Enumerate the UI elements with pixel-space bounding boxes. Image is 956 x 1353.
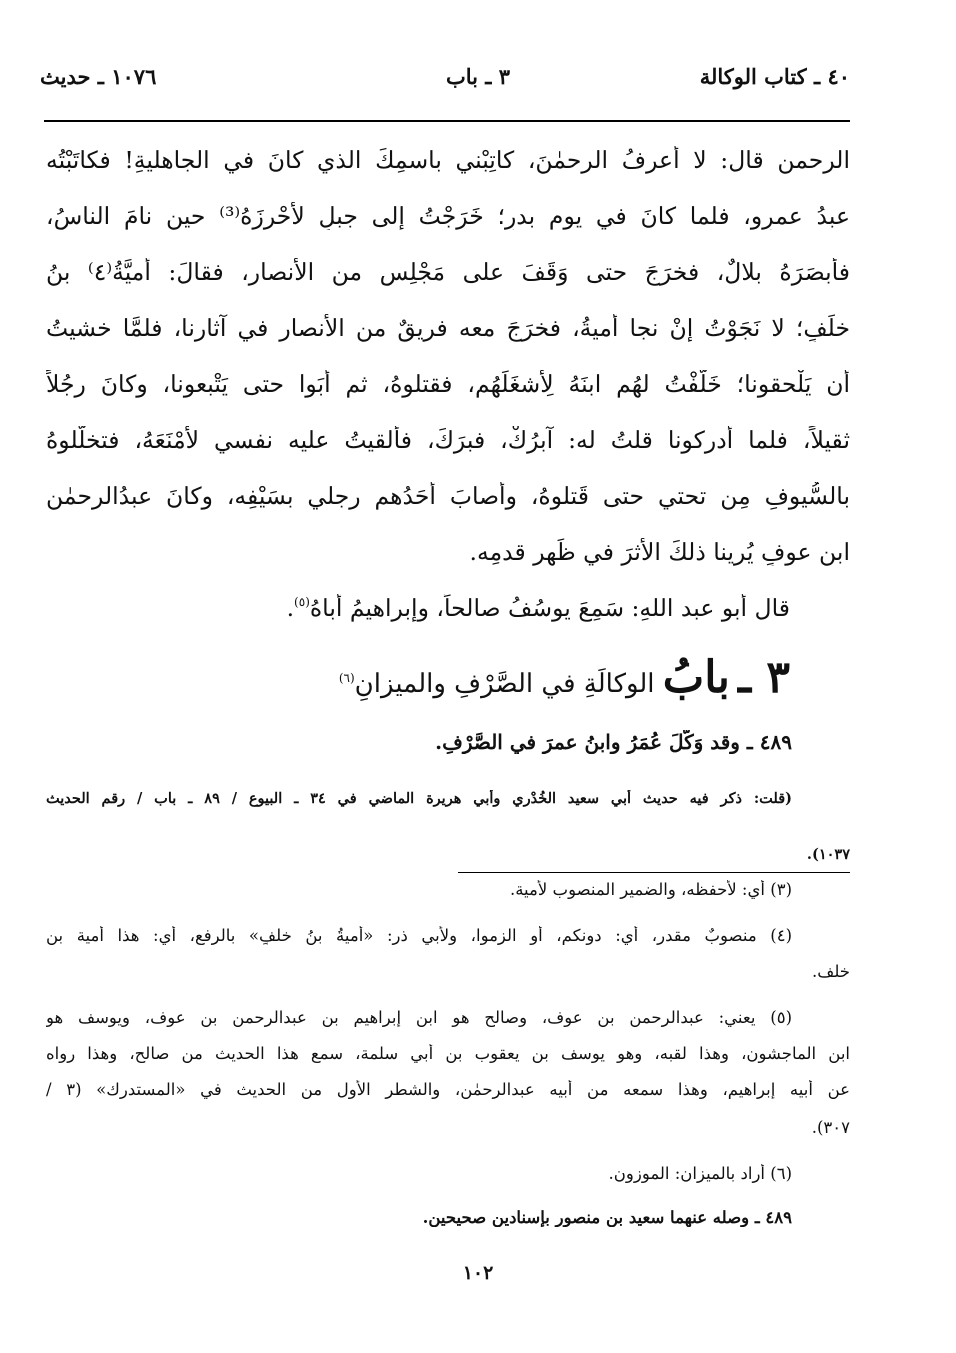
note-qult: ١٠٣٧). bbox=[806, 846, 850, 863]
footnote-489: ٤٨٩ ـ وصله عنهما سعيد بن منصور بإسنادين صحيحين. bbox=[422, 1208, 792, 1227]
abu-abdillah-note bbox=[287, 594, 790, 622]
footnote-ref: (٦) bbox=[338, 671, 355, 685]
footnote-4: (٤) منصوبٌ مقدرٍ، أي: دونكم، أو الزموا، ولأبي ذر: «أميةُ بنُ خلفٍ» بالرفع، أي: هذا أمية بن bbox=[46, 926, 792, 945]
abu-abdillah-end: . bbox=[286, 594, 295, 622]
body-line: خلَفٍ؛ لا نَجَوْتُ إنْ نجا أميةُ، فخرَجَ معه فريقٌ من الأنصارِ في آثارِنا، فلمَّا خشيتُ bbox=[46, 314, 850, 342]
abu-abdillah-text: قال أبو عبد اللهِ: سَمِعَ يوسُفُ صالحاً، وإبراهيمُ أباهُ bbox=[309, 594, 790, 622]
bab-number: ٣ ـ bbox=[738, 652, 790, 703]
footnote-5: (٥) يعني: عبدالرحمن بن عوف، وصالح هو ابن إبراهيم بن عبدالرحمن بن عوف، ويوسف هو bbox=[46, 1008, 792, 1027]
page-number: ١٠٢ bbox=[462, 1262, 494, 1284]
footnote-5: ٣٠٧). bbox=[811, 1118, 850, 1137]
footnote-5: عن أبيه إبراهيم، وهذا سمعه من أبيه عبدالرحمٰن، والشطر الأول من الحديث في «المستدرك» (٣ / bbox=[46, 1080, 850, 1099]
note-qult: (قلت: ذكر فيه حديث أبي سعيد الخُدْري وأبي هريرة الماضي في ٣٤ ـ البيوع / ٨٩ ـ باب / رقم الحديث bbox=[46, 790, 792, 807]
footnote-3: (٣) أي: لأحفظه، والضمير المنصوب لأمية. bbox=[509, 880, 792, 899]
body-line: الرحمن قال: لا أعرفُ الرحمٰنَ، كاتِبْني باسمِكَ الذي كانَ في الجاهليةِ! فكاتَبْتُه bbox=[46, 146, 850, 174]
footnote-4: خلف. bbox=[812, 962, 850, 981]
body-line: ابن عوفٍ يُرينا ذلكَ الأثرَ في ظَهرِ قدمِه. bbox=[469, 538, 850, 566]
body-line: ثقيلاً، فلما أدركونا قلتُ له: آبرُكْ، فبرَكَ، فألقيتُ عليه نفسي لأمْنَعَهُ، فتخلَّلوهُ bbox=[46, 426, 850, 454]
bab-heading bbox=[339, 652, 790, 703]
bab-word: بابُ bbox=[662, 652, 730, 703]
footnote-6: (٦) أراد بالميزان: الموزون. bbox=[608, 1164, 792, 1183]
body-line: بالسُّيوفِ مِن تحتي حتى قَتلوهُ، وأصابَ أحَدُهم رِجلي بسَيْفِه، وكانَ عبدُالرحمٰن bbox=[46, 482, 850, 510]
running-header-bab: ٣ ـ باب bbox=[445, 64, 511, 89]
running-header-chapter: ٤٠ ـ كتاب الوكالة bbox=[699, 64, 850, 89]
athar-489: ٤٨٩ ـ وقد وَكَّلَ عُمَرُ وابنُ عمرَ في الصَّرْفِ. bbox=[435, 730, 792, 754]
running-header-hadith: ١٠٧٦ ـ حديث bbox=[40, 64, 157, 89]
body-line: عبدُ عمرٍو، فلما كانَ في يومِ بدرٍ؛ خَرَجْتُ إلى جبلٍ لأُحْرِزَهُ⁽³⁾ حين نامَ الناسُ، bbox=[46, 202, 850, 230]
header-rule bbox=[44, 120, 850, 122]
footnote-5: ابن الماجشون، وهذا لقبه، وهو يوسف بن يعقوب بن أبي سلمة، سمع هذا الحديث من صالح، وهذا رواه bbox=[46, 1044, 850, 1063]
bab-title: الوكالَةِ في الصَّرْفِ والميزانِ bbox=[354, 669, 655, 699]
body-line: فأبصَرَهُ بلالٌ، فخرَجَ حتى وَقَفَ على مَجْلِسٍ من الأنصارِ، فقالَ: أميَّةُ⁽٤⁾ بنُ bbox=[46, 258, 850, 286]
body-line: أن يَلْحقونا؛ خَلَّفْتُ لهُم ابنَهُ لِأشغَلَهُم، فقتلوهُ، ثم أبَوا حتى يَتْبعونا، وكانَ رجُلاً bbox=[46, 370, 850, 398]
footnote-rule bbox=[458, 872, 850, 873]
footnote-ref: (٥) bbox=[294, 595, 310, 609]
